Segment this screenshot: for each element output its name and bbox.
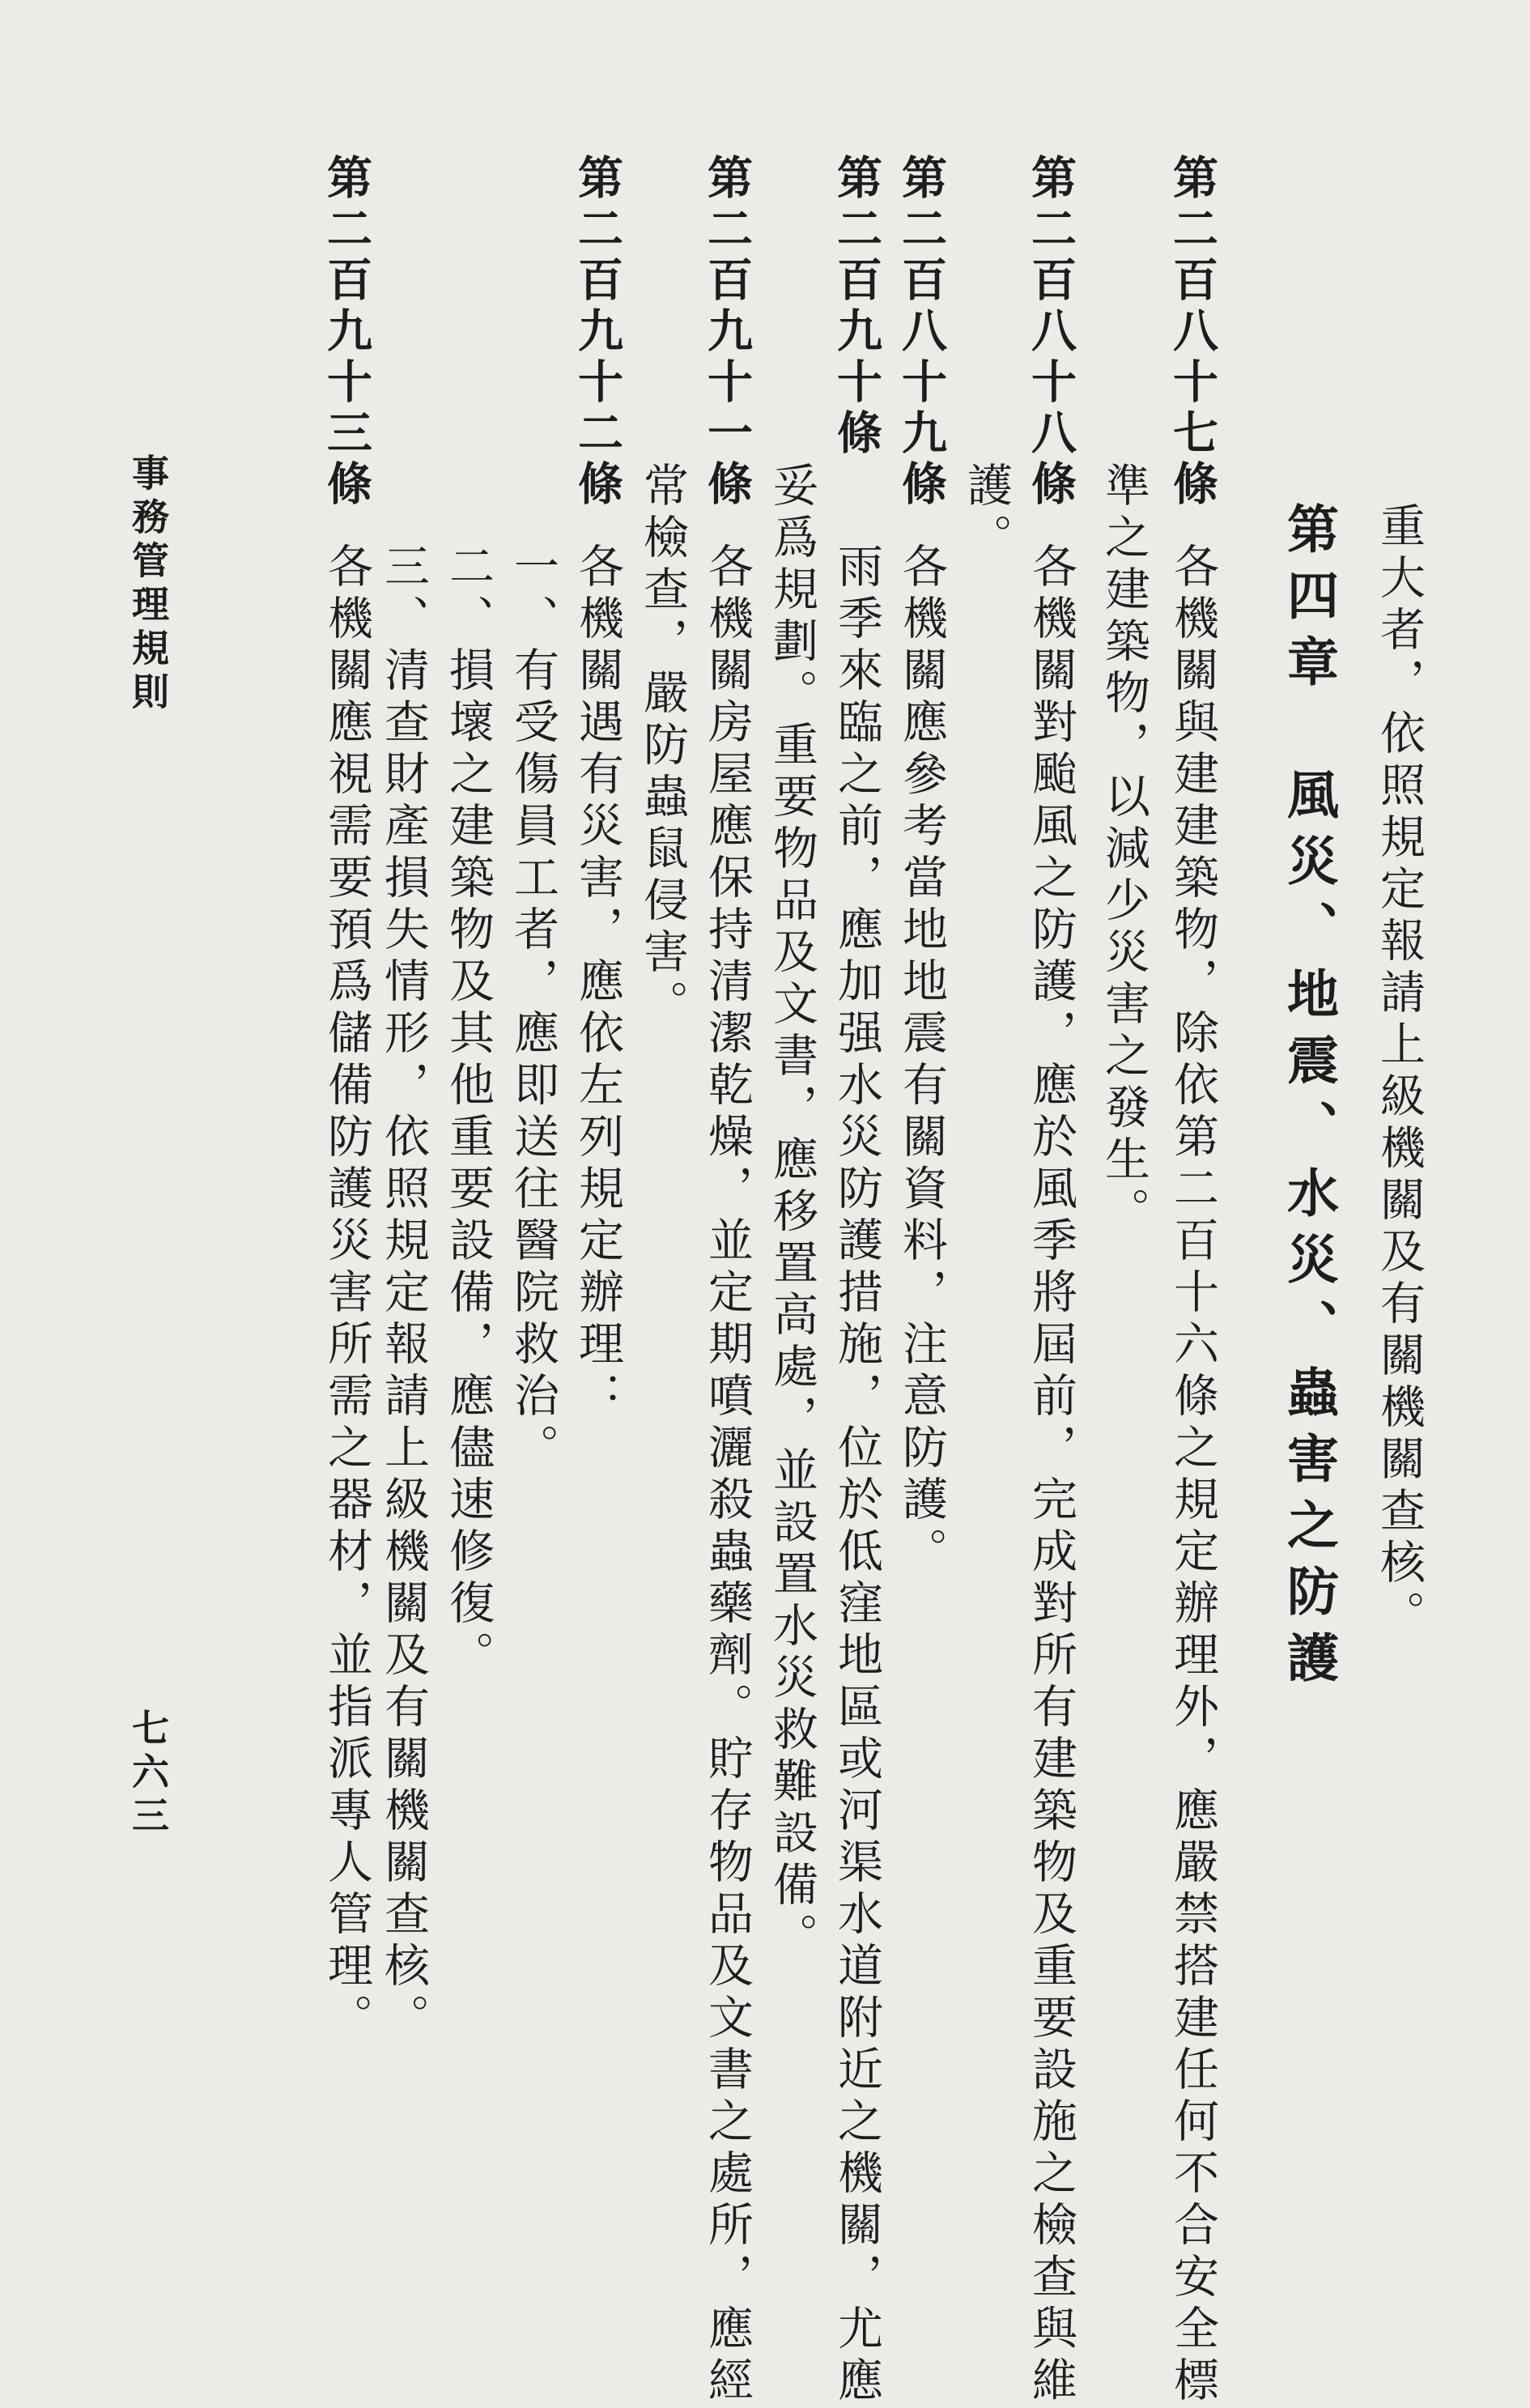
article-label: 第二百九十二條 bbox=[571, 154, 624, 511]
article-line: 三、清查財產損失情形，依照規定報請上級機關及有關機關查核。 bbox=[377, 542, 430, 2045]
page-number: 七六三 bbox=[126, 1708, 170, 1840]
book-title: 事務管理規則 bbox=[126, 453, 170, 716]
article-line: 妥爲規劃。重要物品及文書，應移置高處，並設置水災救難設備。 bbox=[766, 462, 818, 1964]
article-line: 各機關應參考當地地震有關資料，注意防護。 bbox=[895, 542, 948, 1579]
article-line: 各機關應視需要預爲儲備防護災害所需之器材，並指派專人管理。 bbox=[321, 542, 373, 2045]
article-line: 雨季來臨之前，應加强水災防護措施，位於低窪地區或河渠水道附近之機關，尤應 bbox=[831, 542, 883, 2408]
article-line: 各機關對颱風之防護，應於風季將屆前，完成對所有建築物及重要設施之檢查與維 bbox=[1025, 542, 1077, 2408]
article-label: 第二百九十條 bbox=[830, 154, 883, 460]
article-line: 各機關與建建築物，除依第二百十六條之規定辦理外，應嚴禁搭建任何不合安全標 bbox=[1167, 542, 1219, 2408]
article-line: 準之建築物，以減少災害之發生。 bbox=[1098, 462, 1150, 1239]
article-label: 第二百八十七條 bbox=[1166, 154, 1219, 511]
chapter-heading: 第四章 風災、地震、水災、蟲害之防護 bbox=[1278, 502, 1339, 1697]
continuation-line: 重大者，依照規定報請上級機關及有關機關查核。 bbox=[1373, 502, 1426, 1642]
article-label: 第二百八十八條 bbox=[1024, 154, 1077, 511]
article-line: 各機關房屋應保持清潔乾燥，並定期噴灑殺蟲藥劑。貯存物品及文書之處所，應經 bbox=[701, 542, 754, 2408]
article-label: 第二百八十九條 bbox=[895, 154, 948, 511]
article-line: 各機關遇有災害，應依左列規定辦理： bbox=[572, 542, 624, 1423]
article-line: 一、有受傷員工者，應即送往醫院救治。 bbox=[507, 542, 559, 1475]
article-line: 常檢查，嚴防蟲鼠侵害。 bbox=[636, 462, 689, 1032]
article-line: 護。 bbox=[960, 462, 1013, 565]
article-label: 第二百九十三條 bbox=[320, 154, 373, 511]
article-label: 第二百九十一條 bbox=[700, 154, 754, 511]
article-line: 二、損壞之建築物及其他重要設備，應儘速修復。 bbox=[442, 542, 495, 1683]
